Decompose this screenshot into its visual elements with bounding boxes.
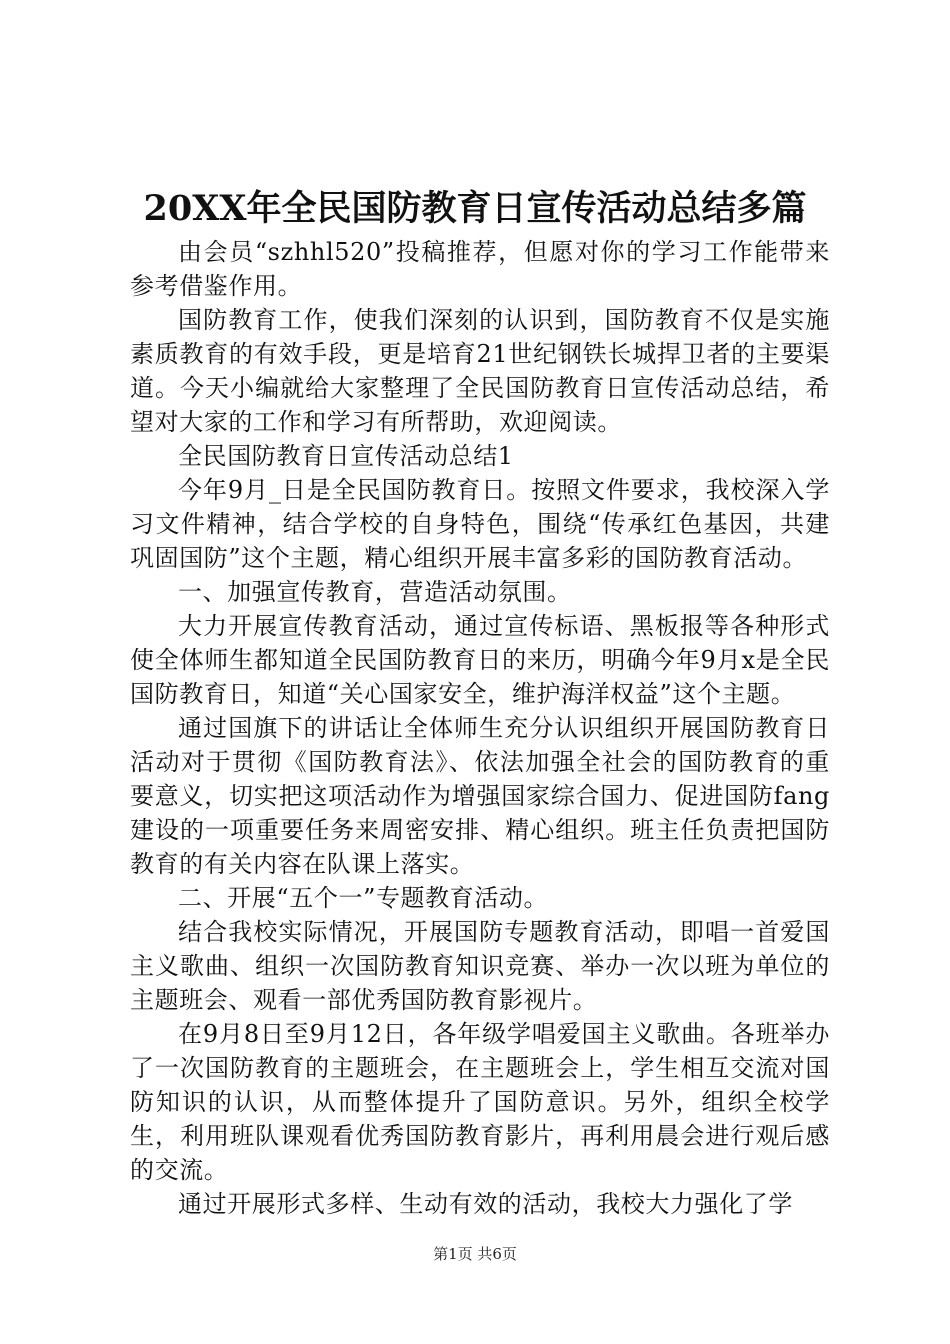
- paragraph: 在9月8日至9月12日，各年级学唱爱国主义歌曲。各班举办了一次国防教育的主题班会，在主题班会上，学生相互交流对国防知识的认识，从而整体提升了国防意识。另外，组织全校学生，利用班队课观看优秀国防教育影片，再利用晨会进行观后感的交流。: [130, 1020, 830, 1184]
- subheading-2: 二、开展“五个一”专题教育活动。: [178, 884, 549, 912]
- document-body: [130, 235, 830, 1221]
- paragraph: 通过开展形式多样、生动有效的活动，我校大力强化了学: [178, 1190, 793, 1218]
- paragraph: 结合我校实际情况，开展国防专题教育活动，即唱一首爱国主义歌曲、组织一次国防教育知识竞赛、举办一次以班为单位的主题班会、观看一部优秀国防教育影视片。: [130, 918, 830, 1014]
- document-title: 20XX年全民国防教育日宣传活动总结多篇: [143, 188, 807, 229]
- section-heading-1: 全民国防教育日宣传活动总结1: [178, 442, 514, 470]
- paragraph-intro: 由会员“szhhl520”投稿推荐，但愿对你的学习工作能带来参考借鉴作用。: [130, 238, 830, 300]
- page-number-footer: 第1页 共6页: [433, 1245, 517, 1263]
- paragraph: 大力开展宣传教育活动，通过宣传标语、黑板报等各种形式使全体师生都知道全民国防教育日的来历，明确今年9月x是全民国防教育日，知道“关心国家安全，维护海洋权益”这个主题。: [130, 612, 830, 708]
- subheading-1: 一、加强宣传教育，营造活动氛围。: [178, 578, 572, 606]
- paragraph: 今年9月_日是全民国防教育日。按照文件要求，我校深入学习文件精神，结合学校的自身特色，围绕“传承红色基因，共建巩固国防”这个主题，精心组织开展丰富多彩的国防教育活动。: [130, 476, 830, 572]
- paragraph: 通过国旗下的讲话让全体师生充分认识组织开展国防教育日活动对于贯彻《国防教育法》、依法加强全社会的国防教育的重要意义，切实把这项活动作为增强国家综合国力、促进国防fang建设的一项重要任务来周密安排、精心组织。班主任负责把国防教育的有关内容在队课上落实。: [130, 714, 830, 878]
- paragraph-summary: 国防教育工作，使我们深刻的认识到，国防教育不仅是实施素质教育的有效手段，更是培育21世纪钢铁长城捍卫者的主要渠道。今天小编就给大家整理了全民国防教育日宣传活动总结，希望对大家的工作和学习有所帮助，欢迎阅读。: [130, 306, 830, 436]
